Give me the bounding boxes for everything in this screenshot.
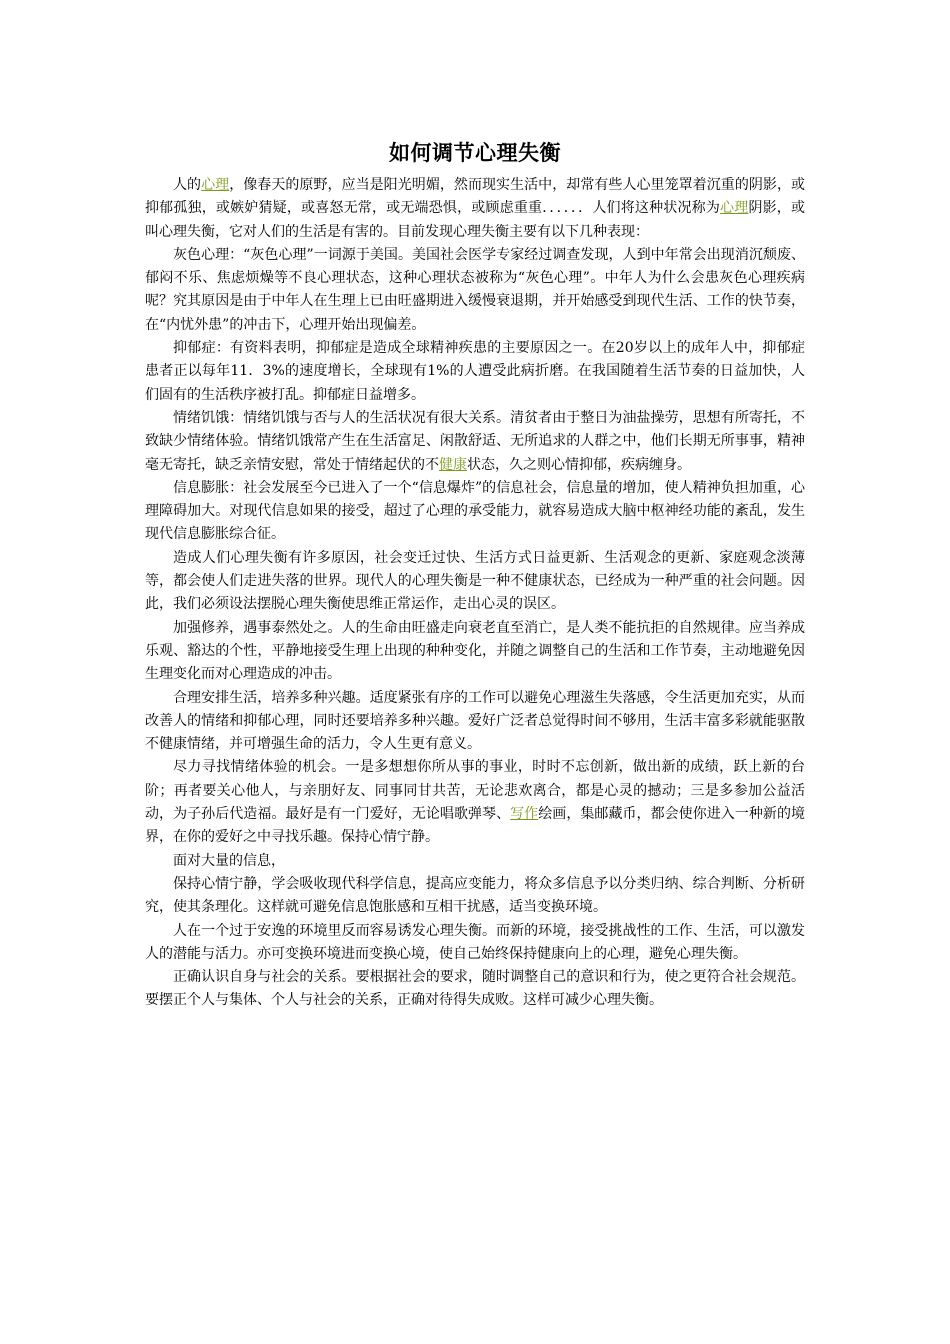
paragraph-causes: 造成人们心理失衡有许多原因，社会变迁过快、生活方式日益更新、生活观念的更新、家庭观念淡薄等，都会使人们走进失落的世界。现代人的心理失衡是一种不健康状态，已经成为一种严重的社会问题。因此，我们必须设法摆脱心理失衡使思维正常运作，走出心灵的误区。: [145, 549, 805, 613]
paragraph-keep-calm: 保持心情宁静，学会吸收现代科学信息，提高应变能力，将众多信息予以分类归纳、综合判断、分析研究，使其条理化。这样就可避免信息饱胀感和互相干扰感，适当变换环境。: [145, 875, 805, 916]
seek-text-2: 绘画，集邮藏币，都会使你进入一种新的境界，在你的爱好之中寻找乐趣。保持心情宁静。: [145, 806, 806, 846]
paragraph-information-overload: 信息膨胀：社会发展至今已进入了一个“信息爆炸”的信息社会，信息量的增加，使人精神负担加重，心理障碍加大。对现代信息如果的接受，超过了心理的承受能力，就容易造成大脑中枢神经功能的紊乱，发生现代信息膨胀综合征。: [145, 479, 805, 543]
link-writing[interactable]: 写作: [510, 806, 539, 823]
link-psychology-2[interactable]: 心理: [720, 200, 749, 217]
paragraph-environment: 人在一个过于安逸的环境里反而容易诱发心理失衡。而新的环境，接受挑战性的工作、生活，可以激发人的潜能与活力。亦可变换环境进而变换心境，使自己始终保持健康向上的心理，避免心理失衡。: [145, 922, 805, 962]
paragraph-facing-information: 面对大量的信息，: [173, 852, 285, 869]
paragraph-emotional-hunger: [145, 407, 805, 477]
intro-text-3: 阴影，或叫心理失衡，它对人们的生活是有害的。目前发现心理失衡主要有以下几种表现：: [145, 200, 805, 240]
hunger-text-1: 情绪饥饿：情绪饥饿与否与人的生活状况有很大关系。清贫者由于整日为油盐操劳，思想有所寄托，不致缺少情绪体验。情绪饥饿常产生在生活富足、闲散舒适、无所追求的人群之中，他们长期无所事事，精神毫无寄托，缺乏亲情安慰，常处于情绪起伏的不: [145, 409, 805, 473]
paragraph-seek-experience: [145, 756, 805, 849]
link-psychology-1[interactable]: 心理: [201, 177, 230, 193]
paragraph-cultivation: 加强修养，遇事泰然处之。人的生命由旺盛走向衰老直至消亡，是人类不能抗拒的自然规律。应当养成乐观、豁达的个性，平静地接受生理上出现的种种变化，并随之调整自己的生活和工作节奏，主动地避免因生理变化而对心理造成的冲击。: [145, 619, 805, 683]
intro-text-1: 人的: [173, 177, 202, 193]
intro-text-2: ，像春天的原野，应当是阳光明媚，然而现实生活中，却常有些人心里笼罩着沉重的阴影，或抑郁孤独，或嫉妒猜疑，或喜怒无常，或无端恐惧，或顾虑重重．．．．．．人们将这种状况称为: [145, 177, 806, 217]
hunger-text-2: 状态，久之则心情抑郁，疾病缠身。: [467, 456, 691, 473]
seek-text-1: 尽力寻找情绪体验的机会。一是多想想你所从事的事业，时时不忘创新，做出新的成绩，跃上新的台阶；再者要关心他人，与亲朋好友、同事同甘共苦，无论悲欢离合，都是心灵的撼动；三是多参加公益活动，为子孙后代造福。最好是有一门爱好，无论唱歌弹琴、: [145, 759, 805, 823]
paragraph-depression: 抑郁症：有资料表明，抑郁症是造成全球精神疾患的主要原因之一。在20岁以上的成年人中，抑郁症患者正以每年11．3%的速度增长，全球现有1%的人遭受此病折磨。在我国随着生活节奏的日益加快，人们固有的生活秩序被打乱。抑郁症日益增多。: [145, 340, 805, 403]
paragraph-arrange-life: 合理安排生活，培养多种兴趣。适度紧张有序的工作可以避免心理滋生失落感，令生活更加充实，从而改善人的情绪和抑郁心理，同时还要培养多种兴趣。爱好广泛者总觉得时间不够用，生活丰富多彩就能驱散不健康情绪，并可增强生命的活力，令人生更有意义。: [145, 689, 805, 753]
document-body: [145, 174, 805, 1013]
document-title: 如何调节心理失衡: [389, 140, 561, 165]
paragraph-gray-psychology: 灰色心理：“灰色心理”一词源于美国。美国社会医学专家经过调查发现，人到中年常会出现消沉颓废、郁闷不乐、焦虑烦燥等不良心理状态，这种心理状态被称为“灰色心理”。中年人为什么会患灰色心理疾病呢？究其原因是由于中年人在生理上已由旺盛期进入缓慢衰退期，并开始感受到现代生活、工作的快节奏，在“内忧外患”的冲击下，心理开始出现偏差。: [145, 246, 805, 333]
paragraph-intro: [145, 174, 805, 244]
link-health[interactable]: 健康: [439, 456, 467, 473]
paragraph-self-and-society: 正确认识自身与社会的关系。要根据社会的要求，随时调整自己的意识和行为，使之更符合社会规范。要摆正个人与集体、个人与社会的关系，正确对待得失成败。这样可减少心理失衡。: [145, 969, 805, 1009]
